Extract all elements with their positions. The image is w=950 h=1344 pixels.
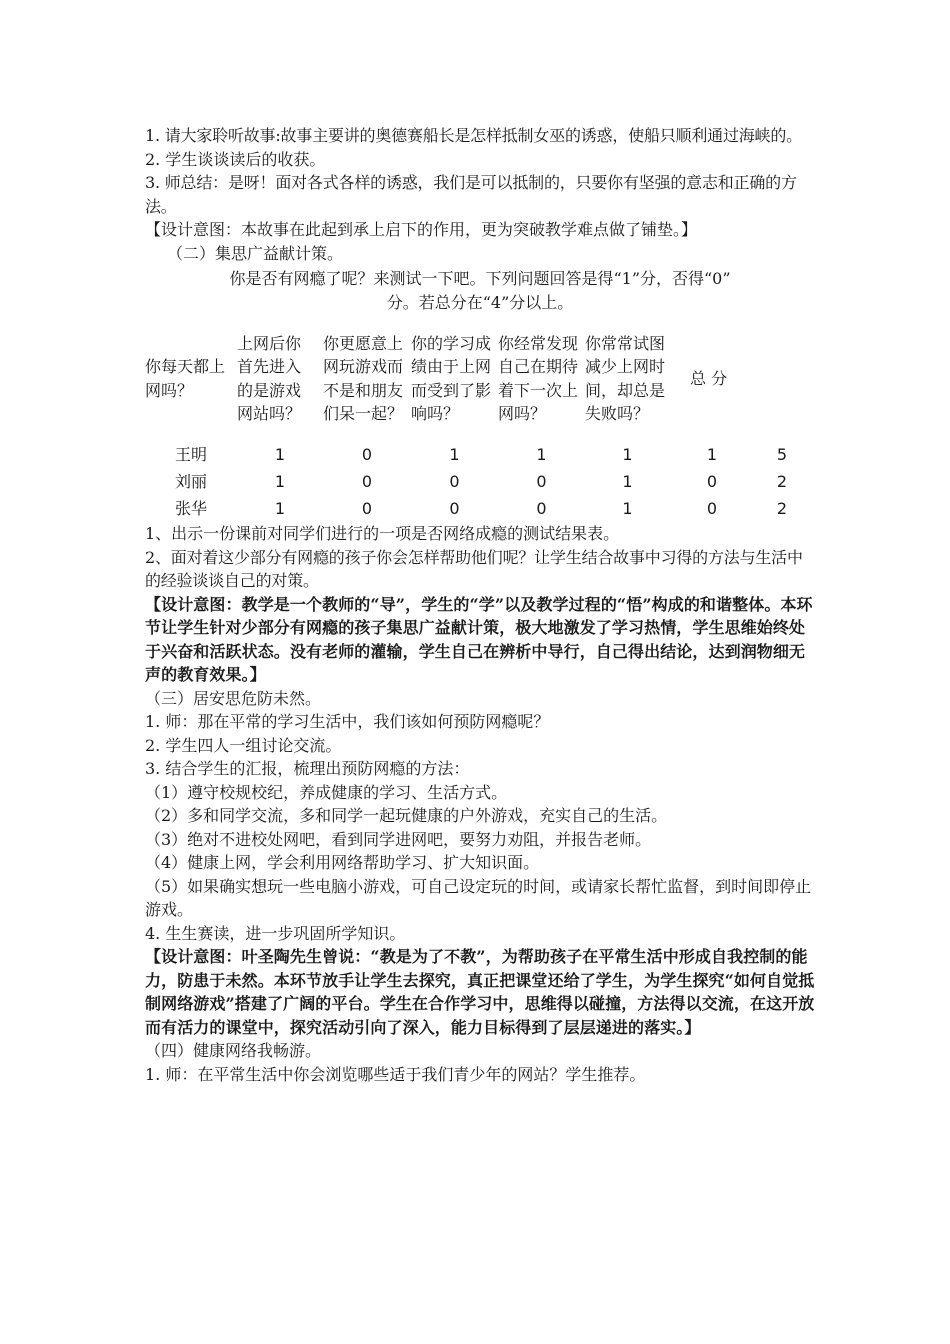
paragraph-show-results: 1、出示一份课前对同学们进行的一项是否网络成瘾的测试结果表。 bbox=[145, 524, 620, 543]
total-cell: 5 bbox=[776, 444, 788, 464]
section-heading-4: （四）健康网络我畅游。 bbox=[145, 1041, 322, 1060]
list-item: （3）绝对不进校处网吧，看到同学进网吧，要努力劝阻，并报告老师。 bbox=[145, 829, 652, 849]
score-cell: 0 bbox=[449, 471, 460, 491]
paragraph-teacher-question: 1. 师：那在平常的学习生活中，我们该如何预防网瘾呢？ bbox=[145, 712, 550, 731]
score-cell: 1 bbox=[622, 444, 633, 464]
list-item: （1）遵守校规校纪，养成健康的学习、生活方式。 bbox=[145, 782, 508, 802]
score-cell: 0 bbox=[361, 444, 373, 464]
score-cell: 1 bbox=[622, 498, 633, 518]
total-cell: 2 bbox=[776, 498, 788, 518]
header-game-sites-first: 上网后你首先进入的是游戏网站吗？ bbox=[237, 333, 302, 423]
table-row bbox=[145, 468, 810, 495]
paragraph-reading-contest: 4. 生生赛读，进一步巩固所学知识。 bbox=[145, 923, 406, 943]
score-cell: 0 bbox=[706, 471, 718, 491]
paragraph-methods-intro: 3. 结合学生的汇报，梳理出预防网瘾的方法： bbox=[145, 759, 470, 778]
header-prefer-games: 你更愿意上网玩游戏而不是和朋友们呆一起？ bbox=[323, 333, 404, 423]
score-cell: 0 bbox=[361, 498, 373, 518]
header-anticipate-online: 你经常发现自己在期待着下一次上网吗？ bbox=[498, 333, 579, 423]
list-item: （2）多和同学交流，多和同学一起玩健康的户外游戏，充实自己的生活。 bbox=[145, 806, 668, 825]
score-cell: 1 bbox=[536, 444, 547, 464]
section-heading-3: （三）居安思危防未然。 bbox=[145, 688, 322, 708]
header-reduce-fail: 你常常试图减少上网时间，却总是失败吗？ bbox=[585, 333, 666, 423]
survey-intro-line2: 分。若总分在“4”分以上。 bbox=[386, 292, 574, 312]
score-cell: 1 bbox=[274, 444, 286, 464]
paragraph-teacher-summary: 3. 师总结：是呀！面对各式各样的诱惑，我们是可以抵制的，只要你有坚强的意志和正确的方法。 bbox=[145, 173, 797, 216]
score-cell: 1 bbox=[449, 444, 460, 464]
score-cell: 1 bbox=[274, 471, 286, 491]
table-row bbox=[145, 441, 810, 468]
student-name: 刘丽 bbox=[174, 471, 207, 491]
document-body bbox=[145, 124, 815, 1086]
score-cell: 1 bbox=[274, 498, 286, 518]
survey-table bbox=[145, 316, 810, 522]
score-cell: 1 bbox=[706, 444, 718, 464]
list-item: （5）如果确实想玩一些电脑小游戏，可自己设定玩的时间，或请家长帮忙监督，到时间即停止游戏。 bbox=[145, 876, 812, 919]
total-cell: 2 bbox=[776, 471, 788, 491]
table-row bbox=[145, 495, 810, 522]
score-cell: 0 bbox=[536, 471, 547, 491]
section-heading-2: （二）集思广益献计策。 bbox=[167, 243, 344, 263]
list-item: （4）健康上网，学会利用网络帮助学习、扩大知识面。 bbox=[145, 853, 540, 872]
header-daily-online: 你每天都上网吗？ bbox=[145, 357, 226, 400]
survey-intro-line1: 你是否有网瘾了呢？来测试一下吧。下列问题回答是得“1”分，否得“0” bbox=[229, 269, 731, 288]
paragraph-website-recommend: 1. 师：在平常生活中你会浏览哪些适于我们青少年的网站？学生推荐。 bbox=[145, 1064, 646, 1084]
design-intent-self-control: 【设计意图：叶圣陶先生曾说：“教是为了不教”，为帮助孩子在平常生活中形成自我控制的能力，防患于未然。本环节放手让学生去探究，真正把课堂还给了学生，为学生探究“如何自觉抵制网络游戏”搭建了广阔的平台。学生在合作学习中，思维得以碰撞，方法得以交流，在这开放而有活力的课堂中，探究活动引向了深入，能力目标得到了层层递进的落实。】 bbox=[145, 947, 815, 1037]
score-cell: 0 bbox=[361, 471, 373, 491]
score-cell: 1 bbox=[622, 471, 633, 491]
header-total: 总 分 bbox=[690, 368, 728, 388]
paragraph-group-discussion: 2. 学生四人一组讨论交流。 bbox=[145, 735, 342, 755]
student-name: 王明 bbox=[174, 444, 207, 464]
design-intent-story: 【设计意图：本故事在此起到承上启下的作用，更为突破教学难点做了铺垫。】 bbox=[145, 220, 698, 239]
paragraph-help-strategies: 2、面对着这少部分有网瘾的孩子你会怎样帮助他们呢？让学生结合故事中习得的方法与生活中的经验谈谈自己的对策。 bbox=[145, 547, 803, 590]
paragraph-students-share: 2. 学生谈谈读后的收获。 bbox=[145, 149, 326, 169]
score-cell: 0 bbox=[536, 498, 547, 518]
header-grades-affected: 你的学习成绩由于上网而受到了影响吗？ bbox=[411, 333, 492, 423]
design-intent-brainstorm: 【设计意图：教学是一个教师的“导”，学生的“学”以及教学过程的“悟”构成的和谐整体。本环节让学生针对少部分有网瘾的孩子集思广益献计策，极大地激发了学习热情，学生思维始终处于兴奋和活跃状态。没有老师的灌输，学生自己在辨析中导行，自己得出结论，达到润物细无声的教育效果。】 bbox=[145, 594, 813, 684]
paragraph-story: 1. 请大家聆听故事:故事主要讲的奥德赛船长是怎样抵制女巫的诱惑，使船只顺利通过海峡的。 bbox=[145, 126, 802, 145]
score-cell: 0 bbox=[449, 498, 460, 518]
student-name: 张华 bbox=[174, 498, 207, 518]
score-cell: 0 bbox=[706, 498, 718, 518]
